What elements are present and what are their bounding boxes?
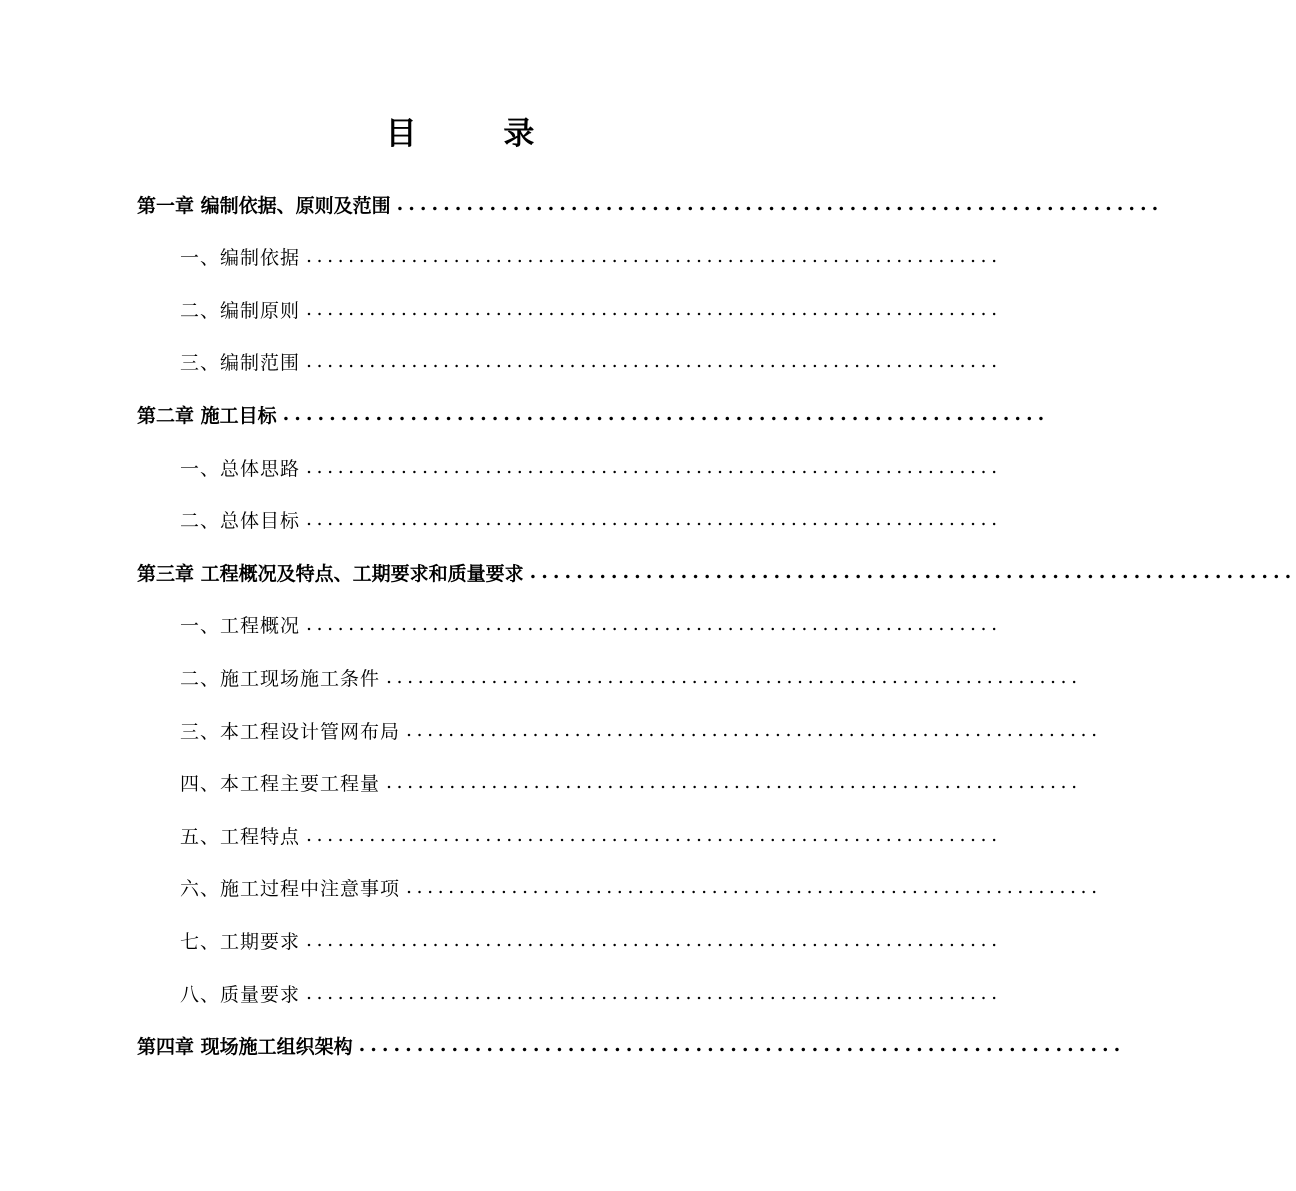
- toc-entry-chapter-1[interactable]: [137, 178, 1164, 230]
- toc-entry-section[interactable]: [180, 914, 1002, 966]
- toc-entry-text: 一、编制依据: [180, 246, 301, 269]
- dot-leader: ..................................................................: [358, 1034, 1126, 1056]
- toc-entry-section[interactable]: [180, 967, 1002, 1019]
- toc-entry-section[interactable]: [180, 598, 1002, 650]
- dot-leader: ..................................................................: [306, 613, 1002, 635]
- toc-entry-section[interactable]: [180, 441, 1002, 493]
- toc-entry-chapter-4[interactable]: [137, 1019, 1126, 1071]
- dot-leader: ..................................................................: [306, 508, 1002, 530]
- toc-entry-text: 三、本工程设计管网布局: [180, 720, 401, 743]
- dot-leader: ..................................................................: [306, 245, 1002, 267]
- toc-entry-section[interactable]: [180, 704, 1102, 756]
- dot-leader: ..................................................................: [386, 771, 1082, 793]
- toc-entry-text: 二、总体目标: [180, 509, 301, 532]
- toc-entry-text: 六、施工过程中注意事项: [180, 877, 401, 900]
- toc-entry-text: 七、工期要求: [180, 930, 301, 953]
- dot-leader: ..................................................................: [306, 929, 1002, 951]
- toc-entry-section[interactable]: [180, 651, 1082, 703]
- dot-leader: ..................................................................: [306, 350, 1002, 372]
- dot-leader: ..................................................................: [406, 719, 1102, 741]
- dot-leader: ..................................................................: [529, 561, 1296, 583]
- toc-entry-chapter-3[interactable]: [137, 546, 1296, 598]
- toc-entry-section[interactable]: [180, 283, 1002, 335]
- toc-title: 目 录: [385, 116, 573, 152]
- toc-entry-section[interactable]: [180, 335, 1002, 387]
- toc-entry-text: 三、编制范围: [180, 351, 301, 374]
- dot-leader: ..................................................................: [282, 403, 1050, 425]
- toc-entry-text: 第一章 编制依据、原则及范围: [137, 194, 391, 217]
- toc-entry-text: 八、质量要求: [180, 983, 301, 1006]
- toc-entry-section[interactable]: [180, 861, 1102, 913]
- toc-entry-chapter-2[interactable]: [137, 388, 1050, 440]
- dot-leader: ..................................................................: [406, 876, 1102, 898]
- toc-entry-text: 一、总体思路: [180, 457, 301, 480]
- toc-entry-text: 二、编制原则: [180, 299, 301, 322]
- toc-entry-section[interactable]: [180, 230, 1002, 282]
- toc-entry-section[interactable]: [180, 809, 1002, 861]
- dot-leader: ..................................................................: [306, 298, 1002, 320]
- dot-leader: ..................................................................: [306, 824, 1002, 846]
- toc-entry-section[interactable]: [180, 756, 1082, 808]
- toc-entry-text: 二、施工现场施工条件: [180, 667, 381, 690]
- toc-entry-text: 第二章 施工目标: [137, 404, 277, 427]
- dot-leader: ..................................................................: [386, 666, 1082, 688]
- toc-entry-text: 第四章 现场施工组织架构: [137, 1035, 353, 1058]
- dot-leader: ..................................................................: [306, 982, 1002, 1004]
- toc-entry-text: 第三章 工程概况及特点、工期要求和质量要求: [137, 562, 524, 585]
- dot-leader: ..................................................................: [396, 193, 1164, 215]
- dot-leader: ..................................................................: [306, 456, 1002, 478]
- toc-entry-text: 五、工程特点: [180, 825, 301, 848]
- toc-entry-text: 四、本工程主要工程量: [180, 772, 381, 795]
- toc-entry-text: 一、工程概况: [180, 614, 301, 637]
- toc-entry-section[interactable]: [180, 493, 1002, 545]
